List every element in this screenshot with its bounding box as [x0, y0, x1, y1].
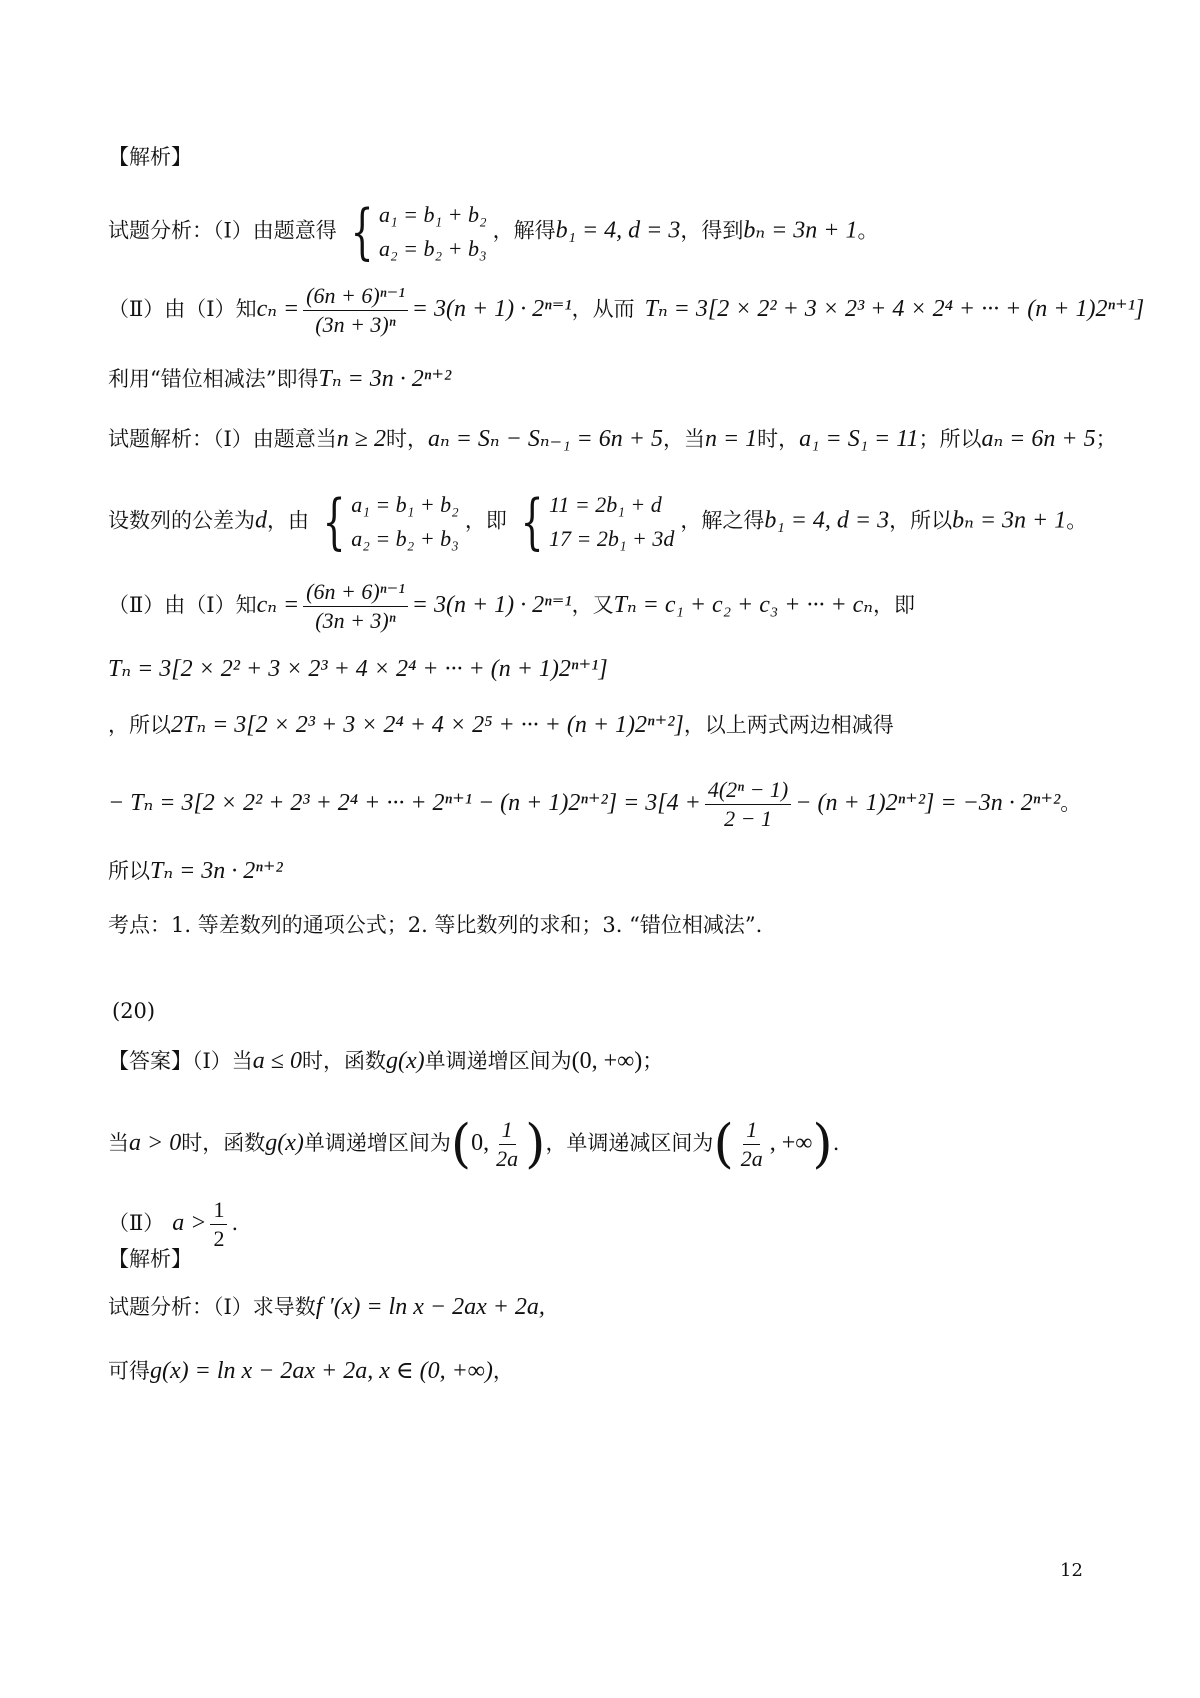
numerator: (6n + 6)ⁿ⁻¹: [303, 578, 408, 607]
text: 可得: [108, 1359, 150, 1383]
formula: cₙ =: [256, 296, 300, 322]
text: ；: [642, 1049, 664, 1073]
text: 利用“错位相减法”即得: [108, 367, 319, 391]
text: .: [231, 1211, 239, 1235]
equation-system: { a₁ = b₁ + b₂ a₂ = b₂ + b₃: [322, 487, 459, 557]
formula: − (n + 1)2ⁿ⁺²] = −3n · 2ⁿ⁺²: [795, 790, 1061, 816]
text: ，即: [873, 593, 916, 617]
system-row: a₂ = b₂ + b₃: [351, 526, 459, 551]
fraction: [738, 1116, 766, 1173]
denominator: (3n + 3)ⁿ: [315, 608, 396, 633]
system-row: 11 = 2b₁ + d: [549, 492, 662, 517]
text: 。: [1060, 791, 1082, 815]
formula: aₙ = Sₙ − Sₙ₋₁ = 6n + 5: [427, 426, 663, 452]
formula: Tₙ = 3n · 2ⁿ⁺²: [318, 366, 452, 392]
analysis-line-use: [108, 364, 451, 394]
formula: g(x): [265, 1130, 304, 1156]
text: 单调递增区间为: [303, 1131, 451, 1155]
key-points: [108, 910, 762, 940]
left-paren: (: [450, 1114, 472, 1175]
formula: 0,: [471, 1130, 490, 1156]
numerator: (6n + 6)ⁿ⁻¹: [303, 282, 408, 311]
analysis-heading: [108, 142, 192, 172]
text: 时，: [385, 427, 428, 451]
right-paren: ): [812, 1114, 833, 1175]
text: 。: [857, 218, 879, 243]
numerator: 1: [743, 1116, 760, 1145]
text: .: [832, 1131, 840, 1155]
answer-line-a-positive: [108, 1116, 839, 1173]
question-number: [112, 996, 155, 1026]
formula: cₙ =: [256, 592, 300, 618]
formula: Tₙ = 3[2 × 2² + 3 × 2³ + 4 × 2⁴ + ··· + (n + 1)2ⁿ⁺¹]: [644, 296, 1145, 322]
formula: a > 0: [129, 1130, 182, 1156]
text: （Ⅱ）由（Ⅰ）知: [108, 593, 257, 617]
analysis-line-ii: [108, 282, 1144, 339]
text: ，得到: [680, 218, 744, 243]
text: ，所以: [108, 713, 171, 737]
text: ，所以: [889, 508, 953, 533]
left-paren: (: [713, 1114, 734, 1175]
fraction: [210, 1196, 227, 1253]
text: ，解得: [492, 218, 556, 243]
answer-line-i: [108, 1046, 663, 1076]
system-row: a₂ = b₂ + b₃: [378, 236, 487, 261]
formula: a₁ = S₁ = 11: [799, 426, 919, 452]
formula: d: [255, 507, 267, 534]
text: 时，: [757, 427, 800, 451]
text: ，即: [464, 508, 507, 533]
analysis-heading-text: 【解析】: [108, 1247, 192, 1271]
denominator: 2 − 1: [724, 806, 772, 831]
formula: n = 1: [704, 426, 758, 452]
fraction: [705, 776, 791, 833]
text: （Ⅱ）: [108, 1211, 165, 1235]
denominator: (3n + 3)ⁿ: [315, 312, 396, 337]
fraction: [303, 578, 408, 635]
formula: (0, +∞): [571, 1048, 643, 1074]
fraction: [493, 1116, 521, 1173]
system-row: a₁ = b₁ + b₂: [378, 202, 487, 227]
solution-line-tn: [108, 654, 608, 684]
text: ，单调递减区间为: [545, 1131, 714, 1155]
formula: a >: [172, 1210, 207, 1236]
right-paren: ): [525, 1114, 546, 1175]
text: 当: [108, 1131, 129, 1155]
formula: − Tₙ = 3[2 × 2² + 2³ + 2⁴ + ··· + 2ⁿ⁺¹ − (n + 1)2ⁿ⁺²] = 3[4 +: [108, 790, 701, 816]
question-number-text: (20): [112, 999, 156, 1023]
system-row: 17 = 2b₁ + 3d: [549, 526, 675, 551]
derivative-line: [108, 1292, 545, 1322]
text: ，以上两式两边相减得: [683, 713, 894, 737]
solution-line-so: [108, 856, 283, 886]
text: ，又: [571, 593, 614, 617]
text: 单调递增区间为: [424, 1049, 572, 1073]
text: ，解之得: [680, 508, 765, 533]
formula: = 3(n + 1) · 2ⁿ⁼¹: [411, 296, 572, 322]
text: ，从而: [571, 297, 635, 321]
formula: a ≤ 0: [252, 1048, 302, 1074]
equation-system: { 11 = 2b₁ + d 17 = 2b₁ + 3d: [520, 487, 675, 557]
formula: n ≥ 2: [336, 426, 386, 452]
text: ，由: [267, 508, 309, 533]
denominator: 2: [213, 1226, 225, 1251]
system-row: a₁ = b₁ + b₂: [351, 492, 459, 517]
analysis-line-i: [108, 198, 878, 266]
formula: f ′(x) = ln x − 2ax + 2a,: [315, 1294, 545, 1320]
text: 所以: [108, 859, 150, 883]
text: 试题分析：（Ⅰ）由题意得: [108, 218, 337, 243]
formula: , +∞: [769, 1130, 813, 1156]
formula: Tₙ = 3n · 2ⁿ⁺²: [150, 858, 283, 884]
g-function-line: [108, 1356, 514, 1386]
numerator: 4(2ⁿ − 1): [705, 776, 791, 805]
text: ；所以: [918, 427, 982, 451]
formula: = 3(n + 1) · 2ⁿ⁼¹: [411, 592, 572, 618]
analysis-heading-text: 【解析】: [108, 145, 192, 169]
formula: bₙ = 3n + 1: [952, 507, 1067, 534]
solution-line-i: [108, 424, 1117, 454]
formula: 2Tₙ = 3[2 × 2³ + 3 × 2⁴ + 4 × 2⁵ + ··· + (n + 1)2ⁿ⁺²]: [171, 712, 684, 738]
fraction: [303, 282, 408, 339]
text: ；: [1095, 427, 1117, 451]
analysis-heading-2: [108, 1244, 192, 1274]
text: 。: [1066, 508, 1088, 533]
solution-line-2tn: [108, 710, 894, 740]
text: 时，函数: [301, 1049, 386, 1073]
solution-line-set: [108, 488, 1087, 556]
formula: b₁ = 4, d = 3: [555, 217, 681, 244]
text: 时，函数: [181, 1131, 266, 1155]
text: ，当: [662, 427, 705, 451]
formula: Tₙ = c₁ + c₂ + c₃ + ··· + cₙ: [613, 592, 874, 618]
equation-system: { a₁ = b₁ + b₂ a₂ = b₂ + b₃: [350, 197, 487, 267]
formula: aₙ = 6n + 5: [981, 426, 1096, 452]
solution-line-ii: [108, 578, 915, 635]
formula: b₁ = 4, d = 3: [764, 507, 890, 534]
text: （Ⅱ）由（Ⅰ）知: [108, 297, 257, 321]
text: 试题解析：（Ⅰ）由题意当: [108, 427, 337, 451]
key-points-text: 考点：1. 等差数列的通项公式；2. 等比数列的求和；3. “错位相减法”.: [108, 913, 763, 937]
text: 【答案】（Ⅰ）当: [108, 1049, 253, 1073]
denominator: 2a: [496, 1146, 519, 1171]
formula: g(x): [385, 1048, 425, 1074]
text: ，: [492, 1359, 514, 1383]
page-number: 12: [1060, 1560, 1083, 1581]
formula: Tₙ = 3[2 × 2² + 3 × 2³ + 4 × 2⁴ + ··· + (n + 1)2ⁿ⁺¹]: [108, 656, 608, 682]
solution-line-minus: [108, 776, 1081, 833]
numerator: 1: [499, 1116, 516, 1145]
numerator: 1: [210, 1196, 227, 1225]
text: 试题分析：（Ⅰ）求导数: [108, 1295, 316, 1319]
text: 设数列的公差为: [108, 508, 255, 533]
denominator: 2a: [740, 1146, 763, 1171]
formula: g(x) = ln x − 2ax + 2a, x ∈ (0, +∞): [150, 1358, 493, 1384]
formula: bₙ = 3n + 1: [743, 217, 858, 244]
